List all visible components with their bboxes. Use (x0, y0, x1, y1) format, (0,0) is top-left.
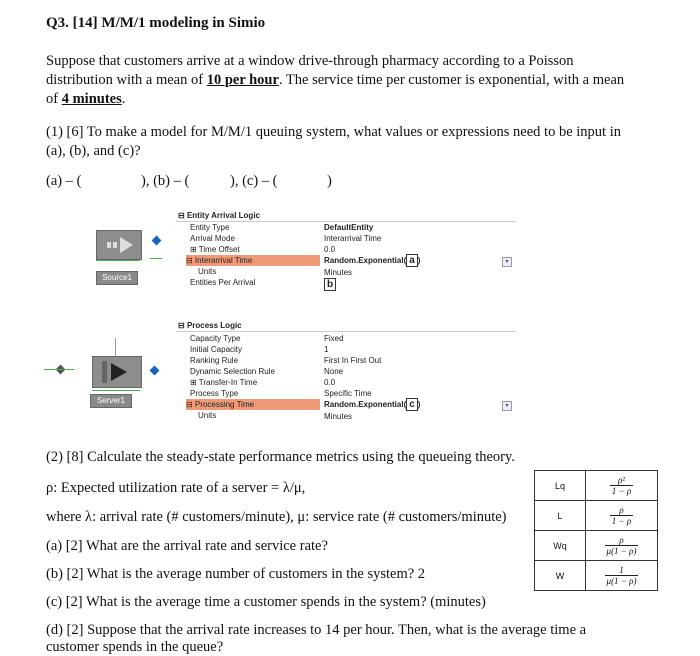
server-output-node-icon (150, 366, 160, 376)
formula-row (535, 501, 658, 531)
formula-expression (586, 471, 658, 501)
source-prop-value[interactable]: Minutes (324, 268, 353, 277)
source-prop-name: ⊞ Time Offset (190, 245, 240, 254)
server-prop-name: Units (198, 411, 217, 420)
server-vertical-line (115, 338, 116, 356)
formula-symbol: Lq (535, 471, 586, 501)
source-prop-value[interactable]: Interarrival Time (324, 234, 382, 243)
intro-line-3-pre: of (46, 91, 59, 107)
formula-symbol: W (535, 561, 586, 591)
server-processing-close: ) (417, 400, 421, 409)
server-prop-value[interactable]: Fixed (324, 334, 344, 343)
server-dropdown-icon[interactable]: ▾ (502, 401, 512, 411)
server-prop-value[interactable]: None (324, 367, 344, 376)
formula-numerator: ρ (605, 535, 639, 546)
source-interarrival-value[interactable] (324, 254, 420, 265)
formula-row (535, 561, 658, 591)
source-property-panel (176, 210, 516, 296)
part1-line-2: (a), (b), and (c)? (46, 143, 141, 159)
blank-c-label: ), (c) – ( (230, 173, 278, 189)
intro-line-2-pre: distribution with a mean of (46, 72, 204, 88)
intro-line-1: Suppose that customers arrive at a window drive-through pharmacy according to a Poisson (46, 53, 574, 69)
server-prop-value[interactable]: 1 (324, 345, 329, 354)
source-prop-name: Arrival Mode (190, 234, 235, 243)
server-panel-header: ⊟ Process Logic (178, 321, 242, 330)
source-prop-name: Entities Per Arrival (190, 278, 256, 287)
server-prop-name: ⊞ Transfer-In Time (190, 378, 258, 387)
source-interarrival-close: ) (417, 256, 421, 265)
server-prop-name: Ranking Rule (190, 356, 239, 365)
server-property-panel (176, 320, 516, 430)
source-icon (96, 230, 142, 260)
blank-c-box: c (406, 398, 418, 411)
formula-denominator: μ(1 − ρ) (606, 576, 637, 586)
server-processing-value[interactable] (324, 398, 420, 409)
source-output-node-icon (152, 236, 162, 246)
part2-intro: (2) [8] Calculate the steady-state performance metrics using the queueing theory. (46, 449, 515, 465)
server-prop-value[interactable]: Minutes (324, 412, 353, 421)
intro-line-3-post: . (121, 91, 126, 107)
server-node-connector (92, 390, 140, 391)
server-prop-value[interactable]: Specific Time (324, 389, 372, 398)
source-node-connector (96, 260, 140, 261)
server-prop-name: Initial Capacity (190, 345, 243, 354)
formula-numerator: ρ (610, 505, 633, 516)
part2-question-d-line-1: (d) [2] Suppose that the arrival rate increases to 14 per hour. Then, what is the average time a (46, 622, 587, 638)
source-prop-name: Entity Type (190, 223, 230, 232)
source-prop-name-highlighted: ⊟ Interarrival Time (186, 255, 320, 266)
source-connector-line (150, 258, 162, 259)
source-prop-name: Units (198, 267, 217, 276)
blank-b-box: b (324, 278, 336, 291)
part2-question-c: (c) [2] What is the average time a customer spends in the system? (minutes) (46, 594, 486, 610)
server-prop-value[interactable]: 0.0 (324, 378, 336, 387)
intro-line-2-post: . The service time per customer is exponential, with a mean (278, 72, 625, 88)
intro-line-3 (46, 90, 125, 108)
server-label: Server1 (90, 394, 132, 408)
source-prop-value[interactable]: DefaultEntity (324, 223, 374, 232)
source-panel-header: ⊟ Entity Arrival Logic (178, 211, 260, 220)
server-panel-header-text: Process Logic (186, 321, 242, 330)
source-prop-value[interactable]: 0.0 (324, 245, 336, 254)
blank-a-box: a (406, 254, 418, 267)
source-entities-value[interactable] (324, 278, 336, 289)
formula-numerator: ρ² (610, 475, 633, 486)
server-icon (92, 356, 142, 388)
formula-row (535, 471, 658, 501)
part1-line-1: (1) [6] To make a model for M/M/1 queuing system, what values or expressions need to be input in (46, 124, 621, 140)
intro-service-mean: 4 minutes (61, 91, 122, 107)
server-processing-expression: Random.Exponential( (324, 400, 407, 409)
part2-question-d-line-2: customer spends in the queue? (46, 639, 224, 655)
part2-where-line: where λ: arrival rate (# customers/minute), μ: service rate (# customers/minute) (46, 509, 507, 525)
intro-arrival-rate: 10 per hour (206, 72, 279, 88)
source-object (90, 226, 146, 282)
server-play-icon (93, 357, 141, 387)
formula-table (534, 470, 658, 591)
server-input-connector (44, 369, 74, 370)
formula-expression (586, 501, 658, 531)
source-arrow-icon (97, 231, 141, 259)
formula-denominator: 1 − ρ (611, 516, 632, 526)
formula-denominator: 1 − ρ (611, 486, 632, 496)
server-prop-name: Process Type (190, 389, 239, 398)
formula-symbol: L (535, 501, 586, 531)
server-prop-name: Capacity Type (190, 334, 241, 343)
formula-symbol: Wq (535, 531, 586, 561)
formula-expression (586, 561, 658, 591)
formula-numerator: 1 (605, 565, 639, 576)
formula-denominator: μ(1 − ρ) (606, 546, 637, 556)
formula-row (535, 531, 658, 561)
formula-expression (586, 531, 658, 561)
intro-line-2 (46, 71, 624, 89)
blank-a-label: (a) – ( (46, 173, 82, 189)
blank-b-label: ), (b) – ( (141, 173, 190, 189)
source-panel-header-text: Entity Arrival Logic (186, 211, 260, 220)
server-prop-name-highlighted: ⊟ Processing Time (186, 399, 320, 410)
source-dropdown-icon[interactable]: ▾ (502, 257, 512, 267)
source-interarrival-expression: Random.Exponential( (324, 256, 407, 265)
server-object (86, 352, 146, 414)
source-label: Source1 (96, 271, 138, 285)
part2-question-a: (a) [2] What are the arrival rate and service rate? (46, 538, 328, 554)
server-prop-value[interactable]: First In First Out (324, 356, 382, 365)
server-prop-name: Dynamic Selection Rule (190, 367, 275, 376)
part2-question-b: (b) [2] What is the average number of customers in the system? 2 (46, 566, 426, 582)
question-title: Q3. [14] M/M/1 modeling in Simio (46, 15, 266, 31)
blank-end: ) (327, 173, 332, 189)
part2-rho-definition: ρ: Expected utilization rate of a server = λ/μ, (46, 480, 306, 496)
